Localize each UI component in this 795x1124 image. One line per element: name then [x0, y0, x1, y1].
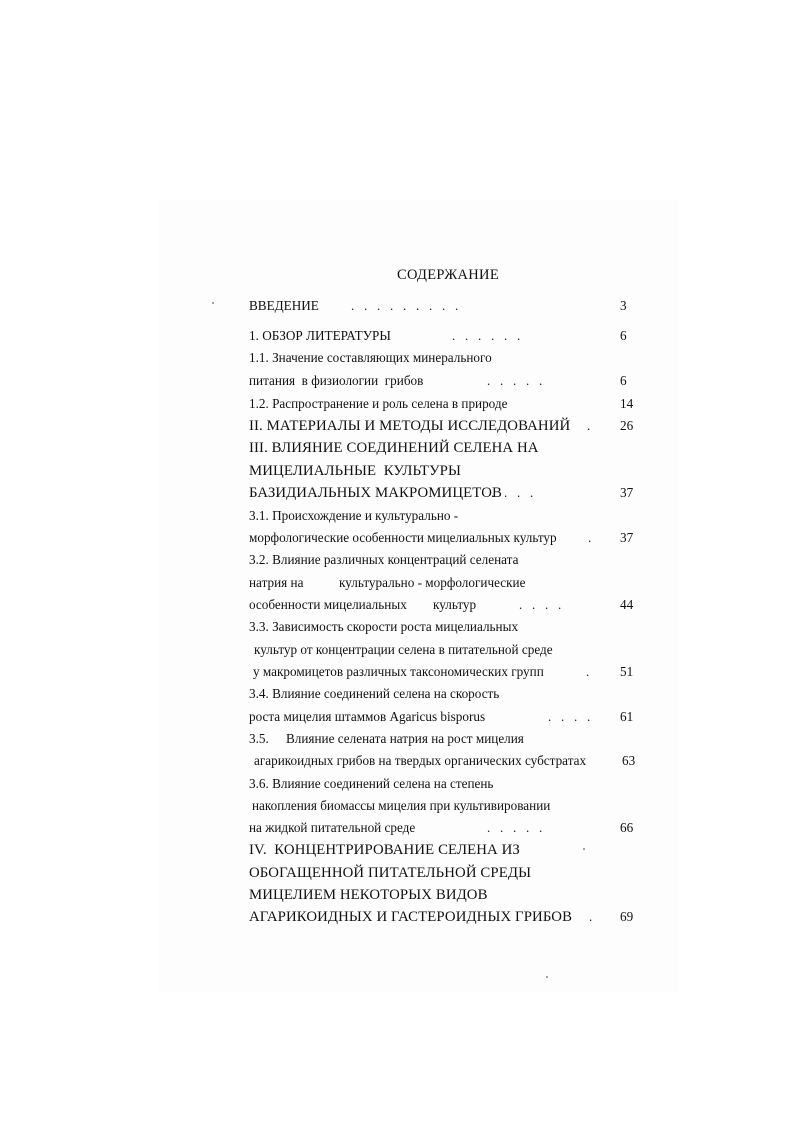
dot-leader: .	[589, 909, 593, 924]
toc-entry-title-continuation: культурально - морфологические	[339, 575, 526, 590]
scan-speck	[583, 848, 585, 850]
toc-entry-title: 1. ОБЗОР ЛИТЕРАТУРЫ	[249, 328, 391, 343]
dot-leader: . . . .	[519, 597, 562, 612]
toc-entry-title-continuation: Влияние селената натрия на рост мицелия	[286, 731, 524, 746]
toc-entry-title: у макромицетов различных таксономических групп	[253, 664, 544, 679]
scan-speck	[546, 976, 548, 978]
toc-entry-title: АГАРИКОИДНЫХ И ГАСТЕРОИДНЫХ ГРИБОВ	[249, 909, 573, 925]
toc-entry-title: 3.4. Влияние соединений селена на скорость	[249, 686, 500, 701]
dot-leader: .	[587, 418, 591, 433]
toc-entry-title: особенности мицелиальных	[249, 597, 407, 612]
toc-entry-title: 3.6. Влияние соединений селена на степень	[249, 776, 494, 791]
toc-page-number: 69	[620, 909, 634, 924]
toc-entry-title: ОБОГАЩЕННОЙ ПИТАТЕЛЬНОЙ СРЕДЫ	[249, 865, 532, 881]
toc-page-number: 26	[620, 418, 634, 433]
toc-entry-title: БАЗИДИАЛЬНЫХ МАКРОМИЦЕТОВ	[249, 485, 502, 501]
toc-page-number: 51	[620, 664, 634, 679]
toc-heading: СОДЕРЖАНИЕ	[397, 267, 499, 283]
toc-entry-title: накопления биомассы мицелия при культивировании	[252, 798, 551, 813]
dot-leader: . . . . .	[487, 373, 543, 388]
toc-entry-title: 1.1. Значение составляющих минерального	[249, 350, 492, 365]
toc-entry-title: культур от концентрации селена в питательной среде	[254, 642, 553, 657]
toc-entry-title: питания в физиологии грибов	[249, 373, 424, 388]
toc-entry-title: 3.3. Зависимость скорости роста мицелиальных	[249, 619, 519, 634]
toc-page-number: 6	[620, 373, 627, 388]
scan-speck	[212, 302, 214, 304]
toc-page-number: 44	[620, 597, 634, 612]
toc-entry-title: морфологические особенности мицелиальных культур	[249, 530, 557, 545]
toc-page-number: 37	[620, 485, 634, 500]
dot-leader: . . . . .	[487, 820, 543, 835]
toc-entry-title: 3.5.	[249, 731, 269, 746]
dot-leader: .	[588, 530, 592, 545]
toc-entry-title: натрия на	[249, 575, 304, 590]
toc-entry-title: III. ВЛИЯНИЕ СОЕДИНЕНИЙ СЕЛЕНА НА	[249, 440, 539, 456]
toc-entry-title-continuation: культур	[433, 597, 477, 612]
toc-page-number: 63	[622, 753, 636, 768]
toc-entry-title: МИЦЕЛИАЛЬНЫЕ КУЛЬТУРЫ	[249, 463, 461, 479]
toc-page-number: 3	[620, 298, 627, 313]
dot-leader: . . . .	[548, 709, 591, 724]
dot-leader: .	[586, 664, 590, 679]
toc-entry-title: на жидкой питательной среде	[249, 820, 416, 835]
toc-entry-title: 1.2. Распространение и роль селена в природе	[249, 396, 508, 411]
toc-page-number: 66	[620, 820, 634, 835]
toc-entry-title: ВВЕДЕНИЕ	[249, 298, 319, 313]
toc-page-number: 37	[620, 530, 634, 545]
toc-page-number: 14	[620, 396, 634, 411]
toc-page-number: 6	[620, 328, 627, 343]
dot-leader: . . . .	[491, 485, 534, 500]
toc-entry-title: 3.1. Происхождение и культурально -	[249, 508, 459, 523]
toc-page-number: 61	[620, 709, 634, 724]
toc-entry-title: 3.2. Влияние различных концентраций селената	[249, 552, 519, 567]
toc-entry-title: IV. КОНЦЕНТРИРОВАНИЕ СЕЛЕНА ИЗ	[249, 842, 520, 858]
toc-entry-title: роста мицелия штаммов Agaricus bisporus	[249, 709, 486, 724]
dot-leader: . . . . . .	[452, 328, 521, 343]
toc-entry-title: агарикоидных грибов на твердых органических субстратах	[254, 753, 587, 768]
dot-leader: . . . . . . . . .	[351, 298, 459, 313]
toc-entry-title: МИЦЕЛИЕМ НЕКОТОРЫХ ВИДОВ	[249, 887, 488, 903]
toc-entry-title: II. МАТЕРИАЛЫ И МЕТОДЫ ИССЛЕДОВАНИЙ	[249, 418, 571, 434]
